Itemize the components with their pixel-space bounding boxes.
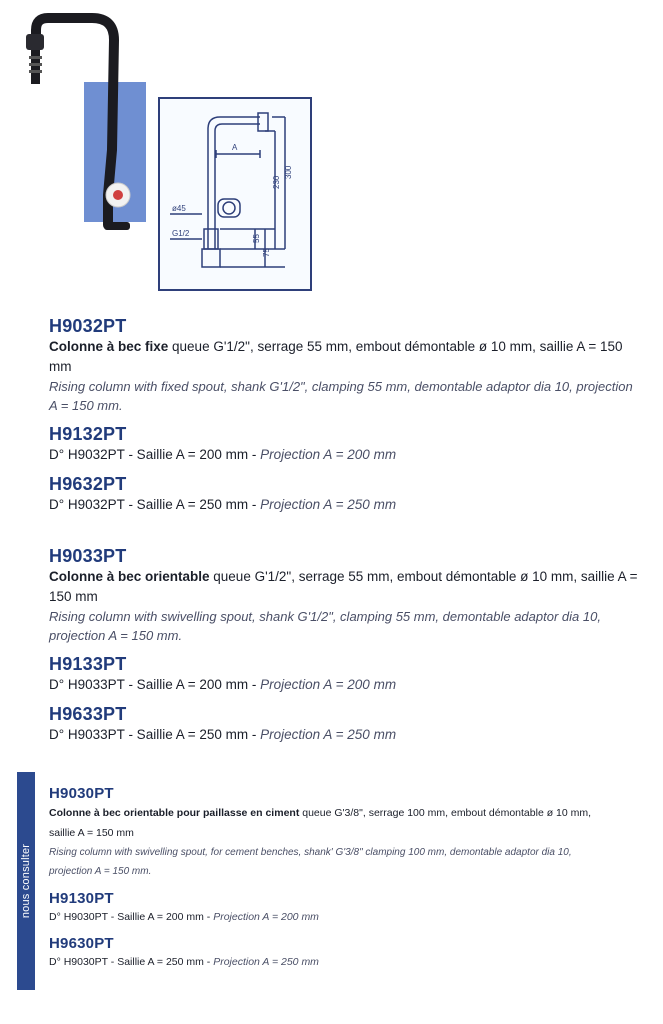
variant-description	[49, 495, 639, 515]
dim-55-label: 55	[252, 234, 261, 243]
product-code: H9032PT	[49, 316, 127, 336]
variant-code: H9130PT	[49, 890, 114, 907]
dim-230-label: 230	[272, 175, 281, 189]
dim-75-label: 75	[262, 248, 271, 257]
variant-english: Projection A = 250 mm	[260, 727, 397, 742]
french-description	[49, 803, 609, 843]
product-name: Colonne à bec orientable pour paillasse en ciment	[49, 807, 300, 819]
product-list	[49, 315, 639, 745]
variant-french: D° H9030PT - Saillie A = 250 mm -	[49, 956, 214, 968]
product-code: H9030PT	[49, 785, 114, 802]
variant-code: H9632PT	[49, 474, 127, 494]
tap-photo	[0, 0, 160, 240]
variant-code: H9633PT	[49, 704, 127, 724]
variant-english: Projection A = 250 mm	[213, 956, 319, 968]
product-specs: queue G'1/2", serrage 55 mm, embout démontable ø 10 mm, saillie A = 150 mm	[49, 569, 638, 604]
variant-code: H9630PT	[49, 935, 114, 952]
product-name: Colonne à bec fixe	[49, 339, 169, 354]
variant-description	[49, 675, 639, 695]
product-specs: queue G'3/8", serrage 100 mm, embout démontable ø 10 mm, saillie A = 150 mm	[49, 807, 592, 839]
english-description: Rising column with swivelling spout, for cement benches, shank' G'3/8" clamping 100 mm, demontable adaptor dia 10, projection A = 150 mm.	[49, 847, 572, 877]
variant-french: D° H9032PT - Saillie A = 200 mm -	[49, 447, 261, 462]
consult-tab-label: nous consulter	[20, 843, 32, 919]
product-code: H9033PT	[49, 546, 127, 566]
variant-description	[49, 445, 639, 465]
consult-tab-label-wrap	[17, 772, 35, 990]
variant-description	[49, 908, 609, 926]
variant-french: D° H9033PT - Saillie A = 250 mm -	[49, 727, 261, 742]
variant-french: D° H9033PT - Saillie A = 200 mm -	[49, 677, 261, 692]
product-specs: queue G'1/2", serrage 55 mm, embout démontable ø 10 mm, saillie A = 150 mm	[49, 339, 623, 374]
dim-dia45-label: ø45	[172, 204, 186, 213]
dim-a-label: A	[232, 143, 238, 152]
dim-g12-label: G1/2	[172, 229, 190, 238]
variant-french: D° H9032PT - Saillie A = 250 mm -	[49, 497, 261, 512]
variant-code: H9133PT	[49, 654, 127, 674]
variant-english: Projection A = 200 mm	[213, 911, 319, 923]
drawing-lines	[160, 99, 310, 289]
french-description	[49, 337, 639, 377]
variant-french: D° H9030PT - Saillie A = 200 mm -	[49, 911, 214, 923]
french-description	[49, 567, 639, 607]
product-h9030pt	[49, 784, 609, 971]
variant-code: H9132PT	[49, 424, 127, 444]
product-h9032pt	[49, 315, 639, 515]
english-description: Rising column with swivelling spout, shank G'1/2", clamping 55 mm, demontable adaptor dia 10, projection A = 150 mm.	[49, 609, 601, 643]
dim-300-label: 300	[284, 165, 293, 179]
product-name: Colonne à bec orientable	[49, 569, 210, 584]
product-h9033pt	[49, 545, 639, 745]
technical-drawing	[158, 97, 312, 291]
variant-english: Projection A = 200 mm	[260, 677, 397, 692]
english-description: Rising column with fixed spout, shank G'1/2", clamping 55 mm, demontable adaptor dia 10, projection A = 150 mm.	[49, 379, 633, 413]
variant-english: Projection A = 250 mm	[260, 497, 397, 512]
variant-english: Projection A = 200 mm	[260, 447, 397, 462]
variant-description	[49, 953, 609, 971]
variant-description	[49, 725, 639, 745]
